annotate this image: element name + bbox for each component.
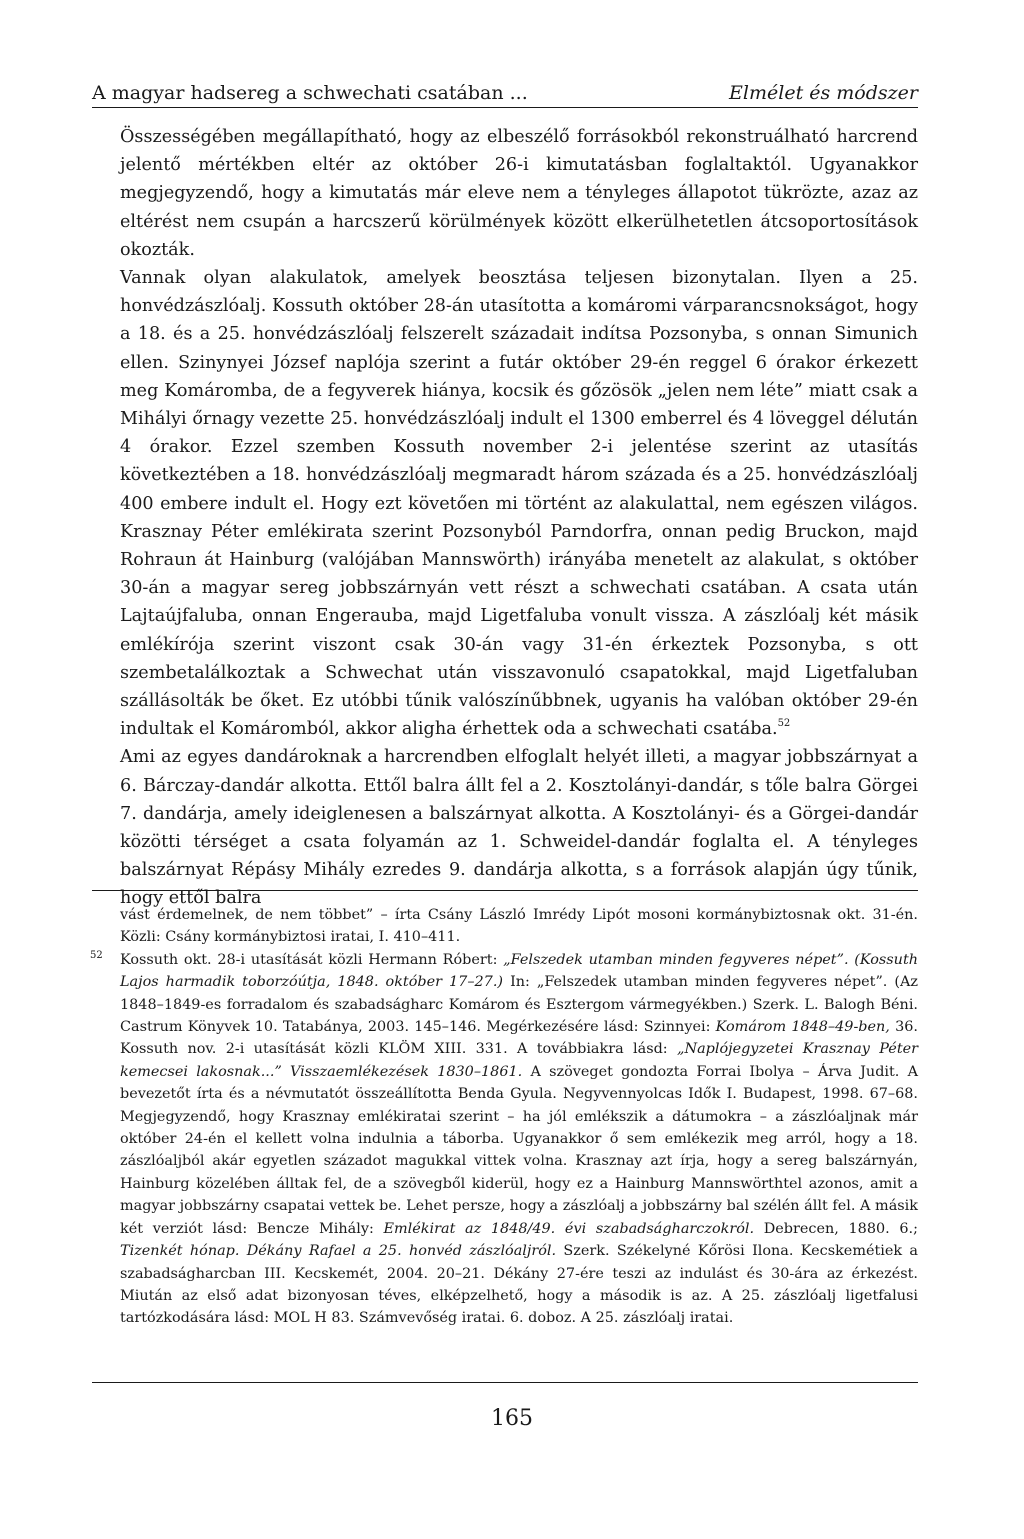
footnotes [90,904,919,1330]
page-number: 165 [491,1406,533,1431]
header-rule [92,107,918,108]
footnote-52: 52 Kossuth okt. 28-i utasítását közli Hermann Róbert: „Felszedek utamban minden fegyveres népet”. (Kossuth Lajos harmadik toborzóútja, 1848. október 17–27.) In: „Felszedek utamban minden fegyveres népet”. (Az 1848–1849-es forradalom és szabadságharc Komárom és Esztergom vármegyékben.) Szerk. L. Balogh Béni. Castrum Könyvek 10. Tatabánya, 2003. 145–146. Megérkezésére lásd: Szinnyei: Komárom 1848–49-ben, 36. Kossuth nov. 2-i utasítását közli KLÖM XIII. 331. A továbbiakra lásd: „Naplójegyzetei Krasznay Péter kemecsei lakosnak...” Visszaemlékezések 1830–1861. A szöveget gondozta Forrai Ibolya – Árva Judit. A bevezetőt írta és a névmutatót összeállította Benda Gyula. Negyvennyolcas Idők I. Budapest, 1998. 67–68. Megjegyzendő, hogy Krasznay emlékiratai szerint – ha jól emlékszik a dátumokra – a zászlóaljnak már október 24-én el kellett volna indulnia a táborba. Ugyanakkor ő sem emlékezik meg arról, hogy a 18. zászlóaljból akár egyetlen századot magukkal vittek volna. Krasznay azt írja, hogy a sereg balszárnyán, Hainburg közelében álltak fel, de a szövegből kiderül, hogy ez a Hainburg Mannswörthtel azonos, amit a magyar jobbszárny csapatai vettek be. Lehet persze, hogy a zászlóalj a jobbszárny bal szélén állt fel. A másik két verziót lásd: Bencze Mihály: Emlékirat az 1848/49. évi szabadságharczokról. Debrecen, 1880. 6.; Tizenkét hónap. Dékány Rafael a 25. honvéd zászlóaljról. Szerk. Székelyné Kőrösi Ilona. Kecskemétiek a szabadságharcban III. Kecskemét, 2004. 20–21. Dékány 27-ére teszi az indulást és 30-ára az érkezést. Miután az első adat bizonyosan téves, elképzelhető, hogy a második is az. A 25. zászlóalj ligetfalusi tartózkodására lásd: MOL H 83. Számvevőség iratai. 6. doboz. A 25. zászlóalj iratai. [120,949,918,1330]
paragraph-3: Ami az egyes dandároknak a harcrendben elfoglalt helyét illeti, a magyar jobbszárnyat a 6. Bárczay-dandár alkotta. Ettől balra állt fel a 2. Kosztolányi-dandár, s tőle balra Görgei 7. dandárja, amely ideiglenesen a balszárnyat alkotta. A Kosztolányi- és a Görgei-dandár közötti térséget a csata folyamán az 1. Schweidel-dandár foglalta el. A tényleges balszárnyat Répásy Mihály ezredes 9. dandárja alkotta, s a források alapján úgy tűnik, hogy ettől balra [120,747,918,909]
paragraph-1: Összességében megállapítható, hogy az elbeszélő forrásokból rekonstruálható harcrend jelentő mértékben eltér az október 26-i kimutatásban foglaltaktól. Ugyanakkor megjegyzendő, hogy a kimutatás már eleve nem a tényleges állapotot tükrözte, azaz az eltérést nem csupán a harcszerű körülmények között elkerülhetetlen átcsoportosítások okozták. [120,127,918,260]
footnote-marker: 52 [90,949,103,961]
footnote-rule [92,890,918,891]
header-title: A magyar hadsereg a schwechati csatában ... [92,82,528,104]
running-header [92,80,918,106]
footnote-continuation: vást érdemelnek, de nem többet” – írta Csány László Imrédy Lipót mosoni kormánybiztosnak okt. 31-én. Közli: Csány kormánybiztosi iratai, I. 410–411. [120,907,918,946]
footnote-ref-52[interactable]: 52 [777,718,791,730]
paragraph-2: Vannak olyan alakulatok, amelyek beosztása teljesen bizonytalan. Ilyen a 25. honvédzászlóalj. Kossuth október 28-án utasította a komáromi várparancsnokságot, hogy a 18. és a 25. honvédzászlóalj felszerelt századait indítsa Pozsonyba, s onnan Simunich ellen. Szinynyei József naplója szerint a futár október 29-én reggel 6 órakor érkezett meg Komáromba, de a fegyverek hiánya, kocsik és gőzösök „jelen nem léte” miatt csak a Mihályi őrnagy vezette 25. honvédzászlóalj indult el 1300 emberrel és 4 löveggel délután 4 órakor. Ezzel szemben Kossuth november 2-i jelentése szerint az utasítás következtében a 18. honvédzászlóalj megmaradt három százada és a 25. honvédzászlóalj 400 embere indult el. Hogy ezt követően mi történt az alakulattal, nem egészen világos. Krasznay Péter emlékirata szerint Pozsonyból Parndorfra, onnan pedig Bruckon, majd Rohraun át Hainburg (valójában Mannswörth) irányába menetelt az alakulat, s október 30-án a magyar sereg jobbszárnyán vett részt a schwechati csatában. A csata után Lajtaújfaluba, onnan Engerauba, majd Ligetfaluba vonult vissza. A zászlóalj két másik emlékírója szerint viszont csak 30-án vagy 31-én érkeztek Pozsonyba, s ott szembetalálkoztak a Schwechat után visszavonuló csapatokkal, majd Ligetfaluban szállásolták be őket. Ez utóbbi tűnik valószínűbbnek, ugyanis ha valóban október 29-én indultak el Komáromból, akkor aligha érhettek oda a schwechati csatába.$^{52}$ [120,268,918,740]
bottom-rule [92,1382,918,1383]
header-section: Elmélet és módszer [729,82,918,104]
main-text [120,123,918,913]
